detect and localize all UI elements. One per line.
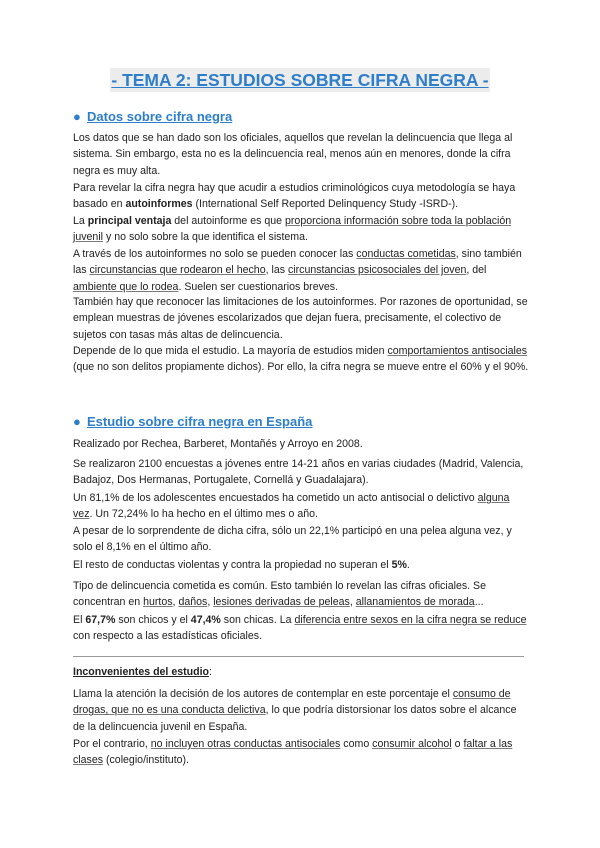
underlined-phrase: consumo de drogas, que no es una conducta delictiva (73, 688, 511, 717)
paragraph: Por el contrario, no incluyen otras conductas antisociales como consumir alcohol o faltar a las clases (colegio/instituto). (73, 738, 513, 767)
underlined-phrase: diferencia entre sexos en la cifra negra se reduce (294, 614, 527, 626)
subheading-label: Inconvenientes del estudio (73, 666, 209, 678)
bullet-icon: ● (73, 109, 81, 124)
underlined-phrase: circunstancias que rodearon el hecho (89, 264, 266, 277)
subheading-inconvenientes: Inconvenientes del estudio: (73, 666, 212, 678)
underlined-phrase: proporciona información sobre toda la población juvenil (73, 215, 512, 244)
underlined-phrase: no incluyen otras conductas antisociales (150, 738, 341, 750)
paragraph: A través de los autoinformes no solo se pueden conocer las conductas cometidas, sino también las circunstancias que rodearon el hecho, las circunstancias psicosociales del joven, del ambiente que lo rodea. Suelen ser cuestionarios breves. (73, 248, 522, 293)
bold-term: autoinformes (125, 198, 193, 211)
paragraph: Los datos que se han dado son los oficiales, aquellos que revelan la delincuencia que llega al sistema. Sin embargo, esta no es la delincuencia real, menos aún en menores, donde la cifra negra es muy alta. (73, 132, 513, 177)
paragraph: Depende de lo que mida el estudio. La mayoría de estudios miden comportamientos antisociales (que no son delitos propiamente dichos). Por ello, la cifra negra se mueve entre el 60% y el 90%. (73, 345, 529, 374)
divider (73, 656, 524, 657)
underlined-phrase: circunstancias psicosociales del joven (287, 264, 467, 277)
page-title-text: - TEMA 2: ESTUDIOS SOBRE CIFRA NEGRA - (111, 70, 489, 90)
underlined-phrase: allanamientos de morada (355, 596, 475, 609)
bold-term: principal ventaja (87, 215, 172, 227)
bold-term: 47,4% (190, 614, 221, 626)
paragraph: Un 81,1% de los adolescentes encuestados ha cometido un acto antisocial o delictivo alguna vez. Un 72,24% lo ha hecho en el último mes o año. (73, 492, 510, 521)
paragraph: Tipo de delincuencia cometida es común. Esto también lo revelan las cifras oficiales. Se concentran en hurtos, daños, lesiones derivadas de peleas, allanamientos de morada... (73, 580, 486, 609)
paragraph: También hay que reconocer las limitaciones de los autoinformes. Por razones de oportunidad, se emplean muestras de jóvenes escolarizados que dejan fuera, precisamente, el colectivo de sujetos con tasas más altas de delincuencia. (73, 296, 528, 341)
underlined-phrase: faltar a las clases (73, 738, 513, 767)
paragraph: Realizado por Rechea, Barberet, Montañés y Arroyo en 2008. (73, 438, 363, 450)
page-title (0, 70, 600, 91)
bold-term: 5% (391, 559, 407, 571)
underlined-phrase: comportamientos antisociales (387, 345, 528, 357)
section-heading-label: Datos sobre cifra negra (87, 109, 233, 124)
underlined-phrase: conductas cometidas (356, 248, 456, 260)
paragraph: El resto de conductas violentas y contra la propiedad no superan el 5%. (73, 559, 410, 571)
paragraph: Llama la atención la decisión de los autores de contemplar en este porcentaje el consumo de drogas, que no es una conducta delictiva, lo que podría distorsionar los datos sobre el alcance de la delincuencia juvenil en España. (73, 688, 517, 733)
paragraph: Para revelar la cifra negra hay que acudir a estudios criminológicos cuya metodología se haya basado en autoinformes (International Self Reported Delinquency Study -ISRD-). (73, 182, 516, 211)
underlined-phrase: alguna vez (73, 492, 510, 521)
bold-term: 67,7% (85, 614, 116, 626)
underlined-phrase: consumir alcohol (372, 738, 452, 750)
paragraph: La principal ventaja del autoinforme es que proporciona información sobre toda la población juvenil y no solo sobre la que identifica el sistema. (73, 215, 512, 244)
paragraph: A pesar de lo sorprendente de dicha cifra, sólo un 22,1% participó en una pelea alguna vez, y solo el 8,1% en el último año. (73, 525, 512, 554)
paragraph: Se realizaron 2100 encuestas a jóvenes entre 14-21 años en varias ciudades (Madrid, Valencia, Badajoz, Dos Hermanas, Portugalete, Cornellá y Guadalajara). (73, 458, 524, 487)
paragraph: El 67,7% son chicos y el 47,4% son chicas. La diferencia entre sexos en la cifra negra se reduce con respecto a las estadísticas oficiales. (73, 614, 527, 643)
section-heading-datos (73, 109, 533, 124)
underlined-phrase: ambiente que lo rodea (73, 280, 179, 293)
underlined-phrase: daños (178, 596, 208, 609)
section-heading-label: Estudio sobre cifra negra en España (87, 414, 313, 429)
bullet-icon: ● (73, 414, 81, 429)
underlined-phrase: hurtos (143, 596, 173, 609)
section-heading-estudio (73, 414, 533, 429)
underlined-phrase: lesiones derivadas de peleas (213, 596, 350, 609)
